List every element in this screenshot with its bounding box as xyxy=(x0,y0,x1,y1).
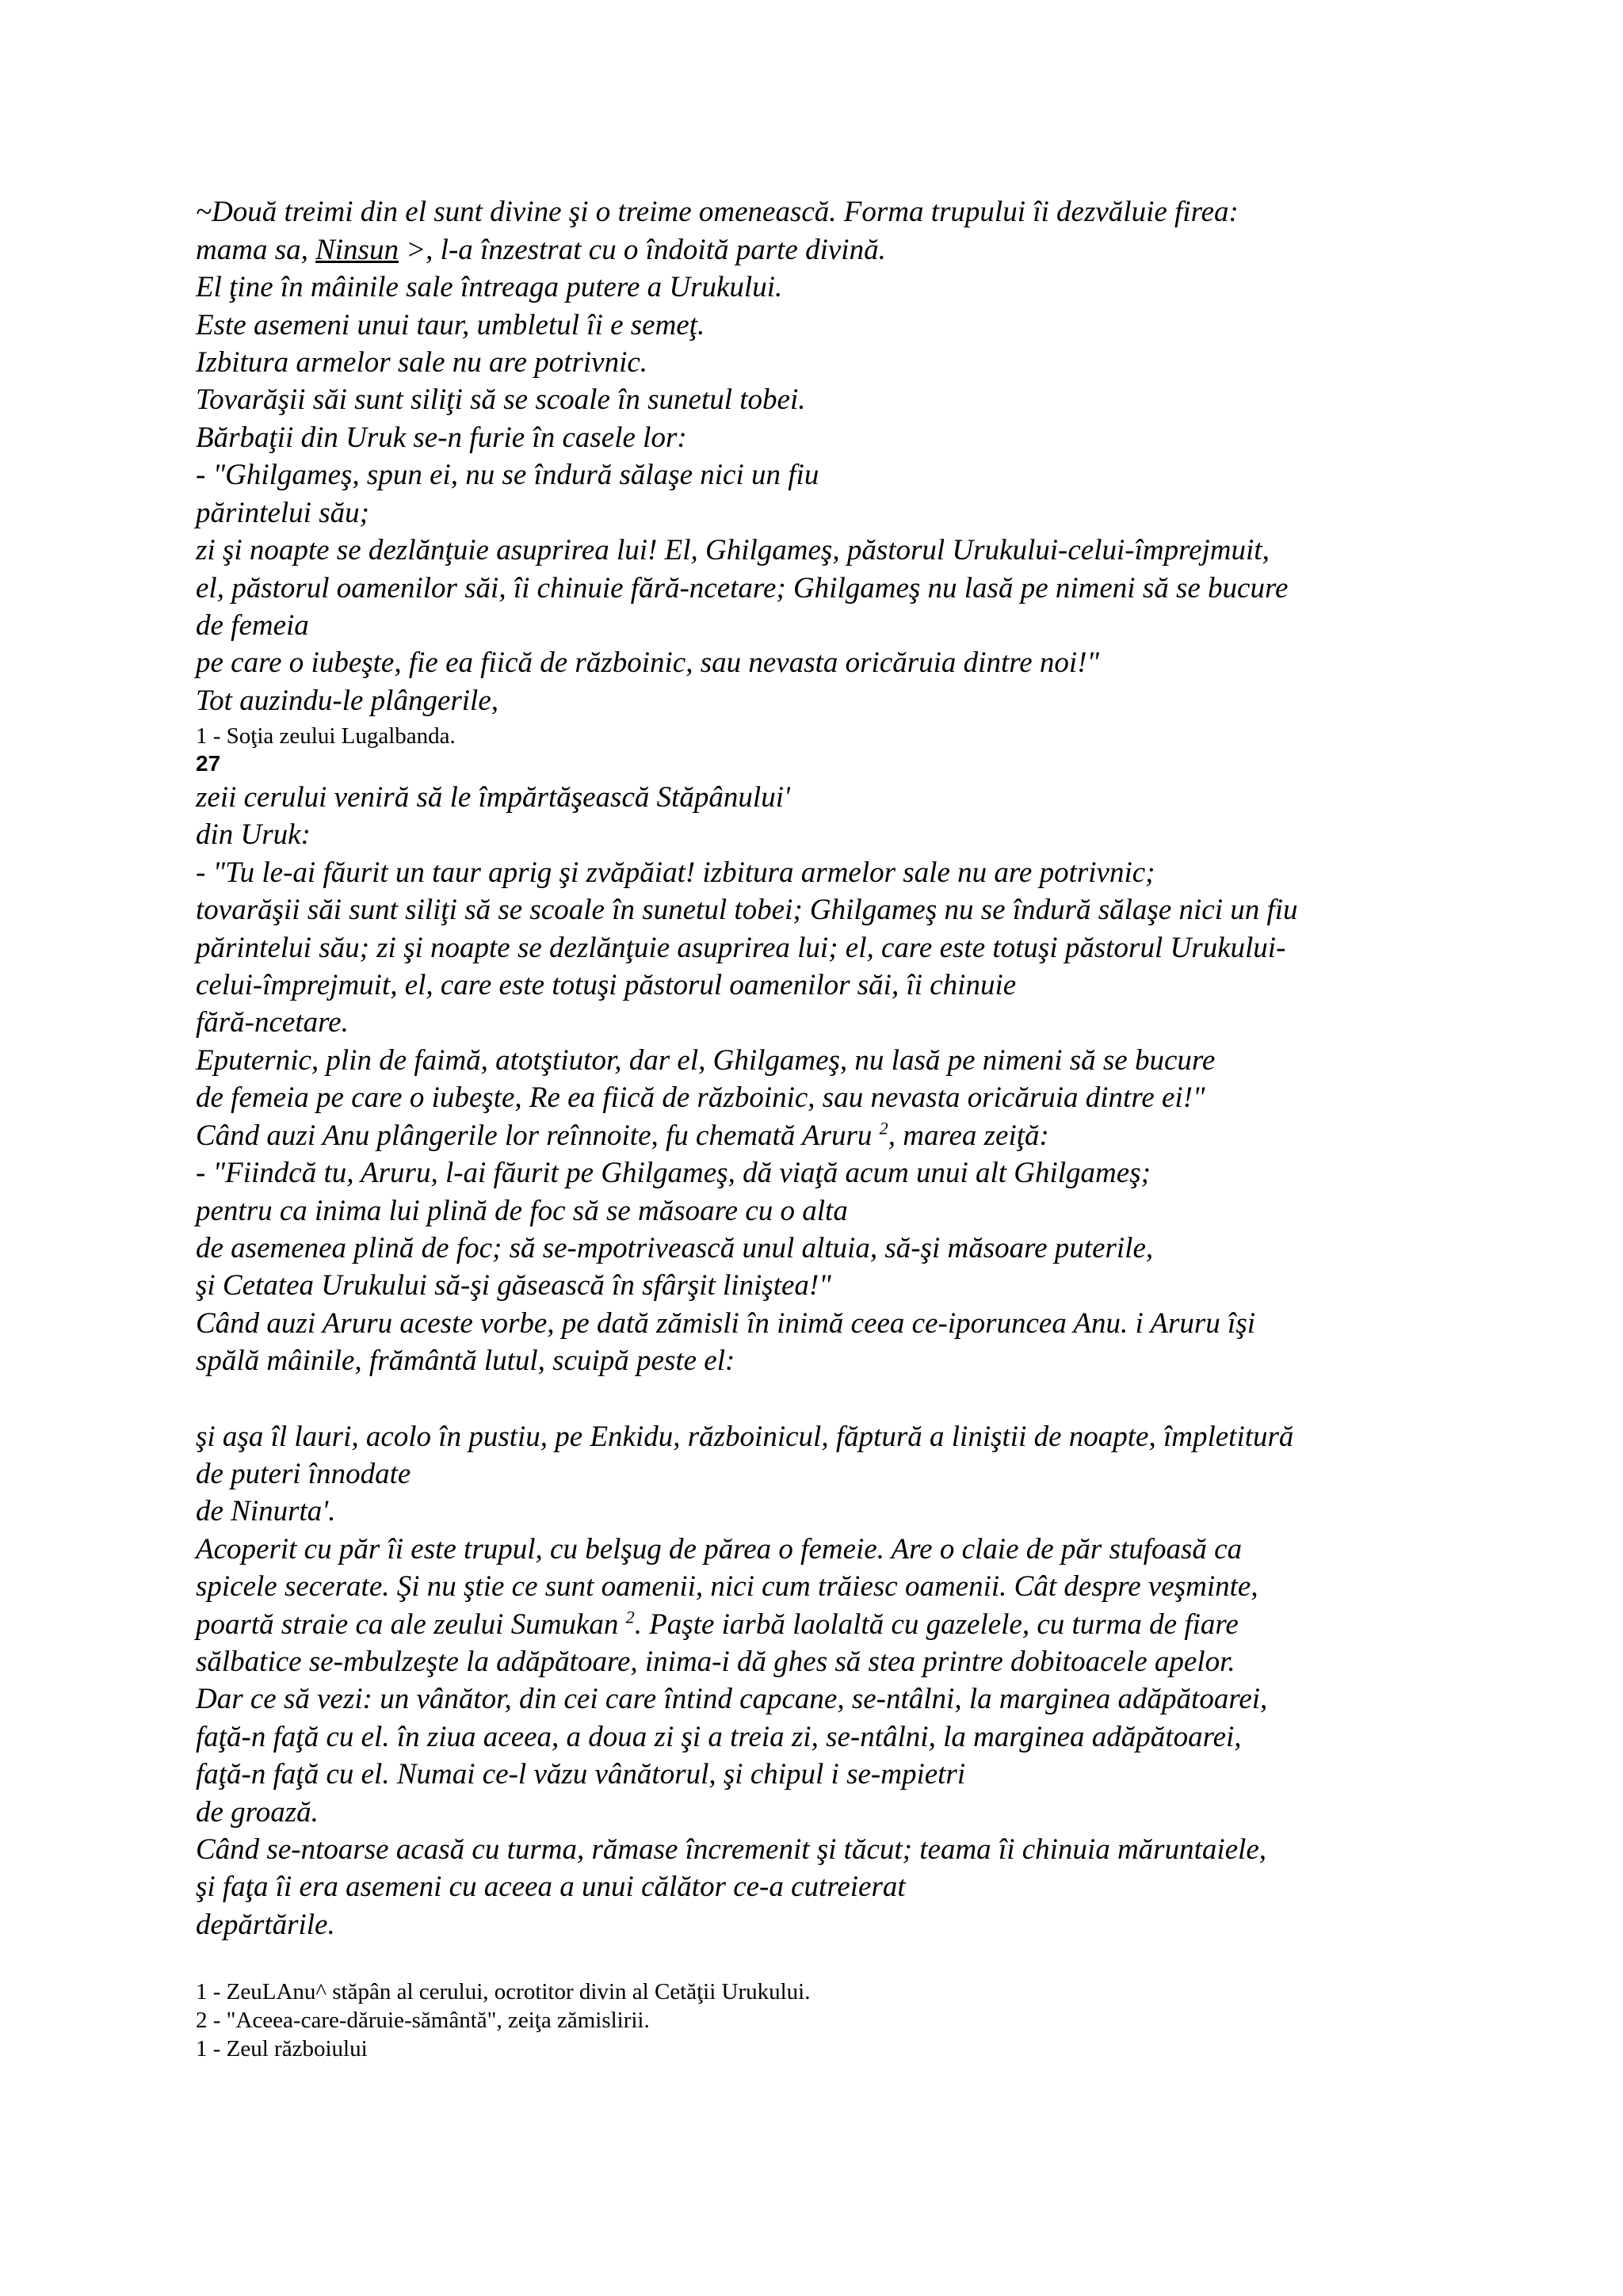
ninsun-link[interactable]: Ninsun xyxy=(315,234,399,266)
footnote: 1 - ZeuLAnu^ stăpân al cerului, ocrotitor divin al Cetăţii Urukului. xyxy=(196,1979,811,2004)
text-line: de groază. xyxy=(196,1796,319,1829)
text-line: faţă-n faţă cu el. Numai ce-l văzu vânătorul, şi chipul i se-mpietri xyxy=(196,1758,966,1791)
footnote-ref: 2 xyxy=(879,1118,888,1138)
text-line: mama sa, Ninsun >, l-a înzestrat cu o îndoită parte divină. xyxy=(196,234,886,266)
text-line: Când auzi Anu plângerile lor reînnoite, fu chemată Aruru $^2$, marea zeiţă: xyxy=(196,1118,1049,1152)
footnote: 1 - Zeul războiului xyxy=(196,2036,368,2061)
text-line: fără-ncetare. xyxy=(196,1006,349,1039)
text-line: şi faţa îi era asemeni cu aceea a unui călător ce-a cutreierat xyxy=(196,1871,906,1903)
text-line: Acoperit cu păr îi este trupul, cu belşug de părea o femeie. Are o claie de păr stufoasă ca xyxy=(196,1533,1243,1566)
text-line: şi Cetatea Urukului să-şi găsească în sfârşit liniştea!" xyxy=(196,1269,831,1302)
text-line: ~Două treimi din el sunt divine şi o treime omenească. Forma trupului îi dezvăluie firea: xyxy=(196,196,1239,228)
footnote: 2 - "Aceea-care-dăruie-sământă", zeiţa zămislirii. xyxy=(196,2008,650,2033)
text-line: Eputernic, plin de faimă, atotştiutor, dar el, Ghilgameş, nu lasă pe nimeni să se bucure xyxy=(196,1044,1216,1077)
text-line: Izbitura armelor sale nu are potrivnic. xyxy=(196,346,648,379)
text-line: - "Fiindcă tu, Aruru, l-ai făurit pe Ghilgameş, dă viaţă acum unui alt Ghilgameş; xyxy=(196,1157,1151,1189)
text-line: tovarăşii săi sunt siliţi să se scoale în sunetul tobei; Ghilgameş nu se îndură sălaşe nici un fiu xyxy=(196,894,1298,926)
text-line: spălă mâinile, frământă lutul, scuipă peste el: xyxy=(196,1344,735,1377)
text-line: Când auzi Aruru aceste vorbe, pe dată zămisli în inimă ceea ce-iporuncea Anu. i Aruru îşi xyxy=(196,1307,1256,1340)
text-line: de femeia xyxy=(196,609,309,642)
text-line: de asemenea plină de foc; să se-mpotrivească unul altuia, să-şi măsoare puterile, xyxy=(196,1232,1154,1264)
text-line: spicele secerate. Şi nu ştie ce sunt oamenii, nici cum trăiesc oamenii. Cât despre veşminte, xyxy=(196,1570,1258,1603)
text-line: părintelui său; zi şi noapte se dezlănţuie asuprirea lui; el, care este totuşi păstorul Urukului- xyxy=(196,932,1286,964)
footnote: 1 - Soţia zeului Lugalbanda. xyxy=(196,723,456,749)
text-line: părintelui său; xyxy=(196,497,369,529)
page-number: 27 xyxy=(196,751,221,776)
text-line: pentru ca inima lui plină de foc să se măsoare cu o alta xyxy=(196,1195,848,1227)
text-line: el, păstorul oamenilor săi, îi chinuie fără-ncetare; Ghilgameş nu lasă pe nimeni să se bucure xyxy=(196,572,1289,605)
text-line: El ţine în mâinile sale întreaga putere a Urukului. xyxy=(196,271,783,303)
text-line: depărtările. xyxy=(196,1909,335,1941)
text-line: şi aşa îl lauri, acolo în pustiu, pe Enkidu, războinicul, făptură a liniştii de noapte, împletitură xyxy=(196,1421,1294,1453)
text-line: - "Ghilgameş, spun ei, nu se îndură sălaşe nici un fiu xyxy=(196,459,819,491)
text-line: din Uruk: xyxy=(196,818,311,851)
text-line: faţă-n faţă cu el. în ziua aceea, a doua zi şi a treia zi, se-ntâlni, la marginea adăpătoarei, xyxy=(196,1721,1242,1753)
text-line: Tovarăşii săi sunt siliţi să se scoale în sunetul tobei. xyxy=(196,383,806,416)
text-line: Tot auzindu-le plângerile, xyxy=(196,685,498,717)
text-line: - "Tu le-ai făurit un taur aprig şi zvăpăiat! izbitura armelor sale nu are potrivnic; xyxy=(196,856,1155,889)
text-line: zeii cerului veniră să le împărtăşească Stăpânului' xyxy=(196,781,790,814)
text-line: Dar ce să vezi: un vânător, din cei care întind capcane, se-ntâlni, la marginea adăpătoarei, xyxy=(196,1683,1268,1715)
text-line: Este asemeni unui taur, umbletul îi e semeţ. xyxy=(196,309,705,341)
text-line: celui-împrejmuit, el, care este totuşi păstorul oamenilor săi, îi chinuie xyxy=(196,969,1017,1001)
text-line: poartă straie ca ale zeului Sumukan $^2$. Paşte iarbă laolaltă cu gazelele, cu turma de fiare xyxy=(196,1607,1239,1641)
text-line: de femeia pe care o iubeşte, Re ea fiică de războinic, sau nevasta oricăruia dintre ei!" xyxy=(196,1081,1205,1114)
text-line: de Ninurta'. xyxy=(196,1495,336,1527)
text-line: de puteri înnodate xyxy=(196,1458,411,1490)
text-line: sălbatice se-mbulzeşte la adăpătoare, inima-i dă ghes să stea printre dobitoacele apelor. xyxy=(196,1646,1235,1678)
text-line: pe care o iubeşte, fie ea fiică de războinic, sau nevasta oricăruia dintre noi!" xyxy=(196,646,1100,679)
footnote-ref: 2 xyxy=(625,1607,635,1627)
text-line: Când se-ntoarse acasă cu turma, rămase încremenit şi tăcut; teama îi chinuia măruntaiele, xyxy=(196,1833,1267,1866)
text-line: Bărbaţii din Uruk se-n furie în casele lor: xyxy=(196,421,687,454)
text-line: zi şi noapte se dezlănţuie asuprirea lui! El, Ghilgameş, păstorul Urukului-celui-împrejmuit, xyxy=(196,534,1270,566)
